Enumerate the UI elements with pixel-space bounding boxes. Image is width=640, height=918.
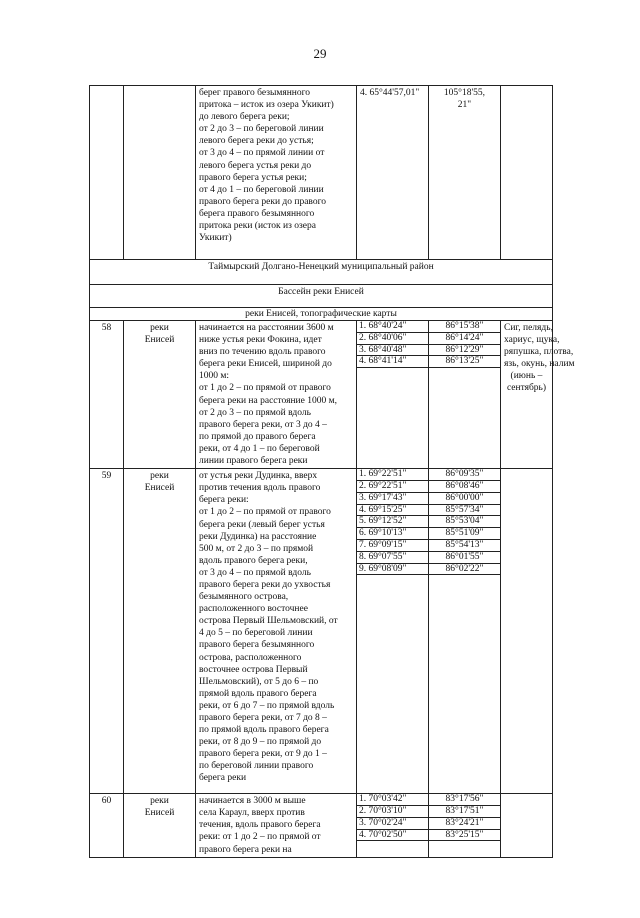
table-row-60: [90, 794, 553, 857]
description-line: от 4 до 1 – по береговой линии: [199, 184, 324, 195]
table-row-59: [90, 469, 553, 794]
maps-header: реки Енисей, топографические карты: [90, 308, 553, 321]
page-number: 29: [313, 46, 327, 61]
lon-value: 86°00'00": [429, 493, 500, 505]
lat-value: 3. 70°02'24": [357, 818, 428, 830]
description-line: по береговой линии правого: [199, 761, 314, 772]
description-line: берега реки (левый берег устья: [199, 519, 325, 530]
river-name-line: Енисей: [144, 483, 175, 494]
table-row-continuation: [90, 86, 553, 260]
cell-species-empty: [501, 86, 553, 260]
description-line: берега реки Енисей, шириной до: [199, 359, 332, 370]
description-line: от 3 до 4 – по прямой линии от: [199, 148, 325, 159]
lon-value-line2: 21": [457, 100, 472, 111]
lat-value: 9. 69°08'09": [357, 564, 428, 576]
lat-value: 4. 68°41'14": [357, 356, 428, 368]
description-line: безымянного острова,: [199, 592, 289, 603]
description-line: течения, вдоль правого берега: [199, 820, 321, 831]
cell-lon-top: [429, 86, 501, 260]
lon-value: 83°17'56": [429, 794, 500, 806]
regulation-table: [89, 85, 575, 858]
lat-value: 4. 65°44'57,01": [360, 88, 420, 98]
description-line: правого берега устья реки;: [199, 172, 307, 183]
lon-value: 86°09'35": [429, 469, 500, 481]
lon-value: 85°51'09": [429, 528, 500, 540]
description: [196, 321, 357, 469]
description-line: прямой вдоль правого берега: [199, 688, 317, 699]
species-line: язь, окунь, налим: [504, 359, 575, 370]
cell-lat-top: [357, 86, 429, 260]
maps-row: [90, 308, 553, 321]
row-number: 60: [90, 794, 124, 857]
description-line: берега реки:: [199, 495, 249, 506]
description-line: правого берега безымянного: [199, 640, 315, 651]
description-line: начинается на расстоянии 3600 м: [199, 323, 334, 333]
river-name-line: Енисей: [144, 808, 175, 819]
description-line: правого берега реки до ухвостья: [199, 579, 331, 590]
description: [196, 469, 357, 794]
description-line: по прямой до правого берега: [199, 431, 316, 442]
lat-value: 2. 69°22'51": [357, 481, 428, 493]
description-line: берега правого безымянного: [199, 208, 315, 219]
basin-row: [90, 285, 553, 308]
description-line: вниз по течению вдоль правого: [199, 347, 326, 358]
description-line: притока – исток из озера Укикит): [199, 100, 334, 111]
lon-value: 83°24'21": [429, 818, 500, 830]
description-line: села Караул, вверх против: [199, 808, 305, 819]
lat-list: [357, 794, 429, 857]
description-line: притока реки (исток из озера: [199, 221, 316, 232]
description-line: левого берега устья реки до: [199, 160, 312, 171]
description-line: правого берега реки на: [199, 844, 292, 855]
species-list: [501, 321, 575, 469]
lon-value: 86°13'25": [429, 356, 500, 368]
description-line: острова, расположенного: [199, 652, 302, 663]
river-name: [124, 794, 196, 857]
description-line: берег правого безымянного: [199, 88, 311, 98]
row-number: 59: [90, 469, 124, 794]
description-line: от 2 до 3 – по береговой линии: [199, 124, 324, 135]
lon-value: 86°01'55": [429, 552, 500, 564]
description-line: берега реки: [199, 773, 247, 784]
lon-list: [429, 321, 501, 469]
species-line: ряпушка, плотва,: [504, 347, 574, 358]
lat-value: 1. 70°03'42": [357, 794, 428, 806]
description-line: 1000 м:: [199, 371, 230, 382]
lat-value: 4. 69°15'25": [357, 505, 428, 517]
river-name-line: реки: [150, 796, 169, 807]
description-line: реки, от 4 до 1 – по береговой: [199, 443, 320, 454]
description-line: от 2 до 3 – по прямой вдоль: [199, 407, 311, 418]
description-line: реки, от 8 до 9 – по прямой до: [199, 737, 322, 748]
description-line: правого берега реки, от 3 до 4 –: [199, 419, 327, 430]
description-line: 4 до 5 – по береговой линии: [199, 628, 313, 639]
lat-value: 1. 68°40'24": [357, 321, 428, 333]
lon-value: 83°17'51": [429, 806, 500, 818]
description-line: вдоль правого берега реки,: [199, 555, 308, 566]
description-line: Шельмовский), от 5 до 6 – по: [199, 676, 319, 687]
lat-list: [357, 321, 429, 469]
river-name: [124, 321, 196, 469]
lat-value: 1. 69°22'51": [357, 469, 428, 481]
lon-value: 86°08'46": [429, 481, 500, 493]
description-line: от 1 до 2 – по прямой от правого: [199, 383, 331, 394]
lon-value: 86°12'29": [429, 345, 500, 357]
description-line: острова Первый Шельмовский, от: [199, 616, 338, 627]
species-line: хариус, щука,: [504, 335, 560, 346]
river-name-line: Енисей: [144, 335, 175, 346]
lon-list: [429, 469, 501, 794]
lon-value: 83°25'15": [429, 830, 500, 842]
description-line: от 3 до 4 – по прямой вдоль: [199, 567, 311, 578]
description-line: реки Дудинка) на расстояние: [199, 531, 317, 542]
description-line: против течения вдоль правого: [199, 483, 321, 494]
lon-value: 85°54'13": [429, 540, 500, 552]
district-row: [90, 260, 553, 285]
district-header: Таймырский Долгано-Ненецкий муниципальный район: [90, 260, 553, 285]
lat-value: 4. 70°02'50": [357, 830, 428, 842]
lat-value: 2. 68°40'06": [357, 333, 428, 345]
basin-header: Бассейн реки Енисей: [90, 285, 553, 308]
description-line: берега реки на расстояние 1000 м,: [199, 395, 337, 406]
river-name: [124, 469, 196, 794]
description-line: левого берега реки до устья;: [199, 136, 314, 147]
description-line: до левого берега реки;: [199, 112, 290, 123]
description-line: начинается в 3000 м выше: [199, 796, 306, 807]
description-line: от 1 до 2 – по прямой от правого: [199, 507, 331, 518]
lat-value: 5. 69°12'52": [357, 516, 428, 528]
lon-value: 85°53'04": [429, 516, 500, 528]
description: [196, 794, 357, 857]
lat-value: 2. 70°03'10": [357, 806, 428, 818]
species-line: (июнь –: [510, 371, 543, 382]
description-line: Укикит): [199, 233, 232, 244]
lon-value-line1: 105°18'55,: [443, 88, 486, 98]
species-line: Сиг, пелядь,: [504, 323, 553, 333]
species-empty: [501, 469, 553, 794]
lon-value: 85°57'34": [429, 505, 500, 517]
lat-value: 8. 69°07'55": [357, 552, 428, 564]
description-line: правого берега реки до правого: [199, 196, 327, 207]
description-line: 500 м, от 2 до 3 – по прямой: [199, 543, 314, 554]
lat-value: 3. 69°17'43": [357, 493, 428, 505]
lat-list: [357, 469, 429, 794]
species-line: сентябрь): [506, 383, 547, 394]
row-number: 58: [90, 321, 124, 469]
description-line: ниже устья реки Фокина, идет: [199, 335, 322, 346]
description-line: по прямой вдоль правого берега: [199, 725, 329, 736]
lat-value: 3. 68°40'48": [357, 345, 428, 357]
description-line: от устья реки Дудинка, вверх: [199, 471, 318, 482]
lon-value: 86°15'38": [429, 321, 500, 333]
lat-value: 7. 69°09'15": [357, 540, 428, 552]
cell-description-top: [196, 86, 357, 260]
species-empty: [501, 794, 553, 857]
lon-list: [429, 794, 501, 857]
river-name-line: реки: [150, 471, 169, 482]
cell-num-empty: [90, 86, 124, 260]
river-name-line: реки: [150, 323, 169, 333]
description-line: правого берега реки, от 9 до 1 –: [199, 749, 327, 760]
description-line: реки, от 6 до 7 – по прямой вдоль: [199, 700, 335, 711]
lon-value: 86°02'22": [429, 564, 500, 576]
description-line: восточнее острова Первый: [199, 664, 308, 675]
description-line: линии правого берега реки: [199, 456, 308, 467]
lat-value: 6. 69°10'13": [357, 528, 428, 540]
description-line: правого берега реки, от 7 до 8 –: [199, 713, 327, 723]
lon-value: 86°14'24": [429, 333, 500, 345]
description-line: расположенного восточнее: [199, 604, 308, 615]
table-row-58: [90, 321, 553, 469]
description-line: реки: от 1 до 2 – по прямой от: [199, 832, 321, 843]
cell-river-empty: [124, 86, 196, 260]
